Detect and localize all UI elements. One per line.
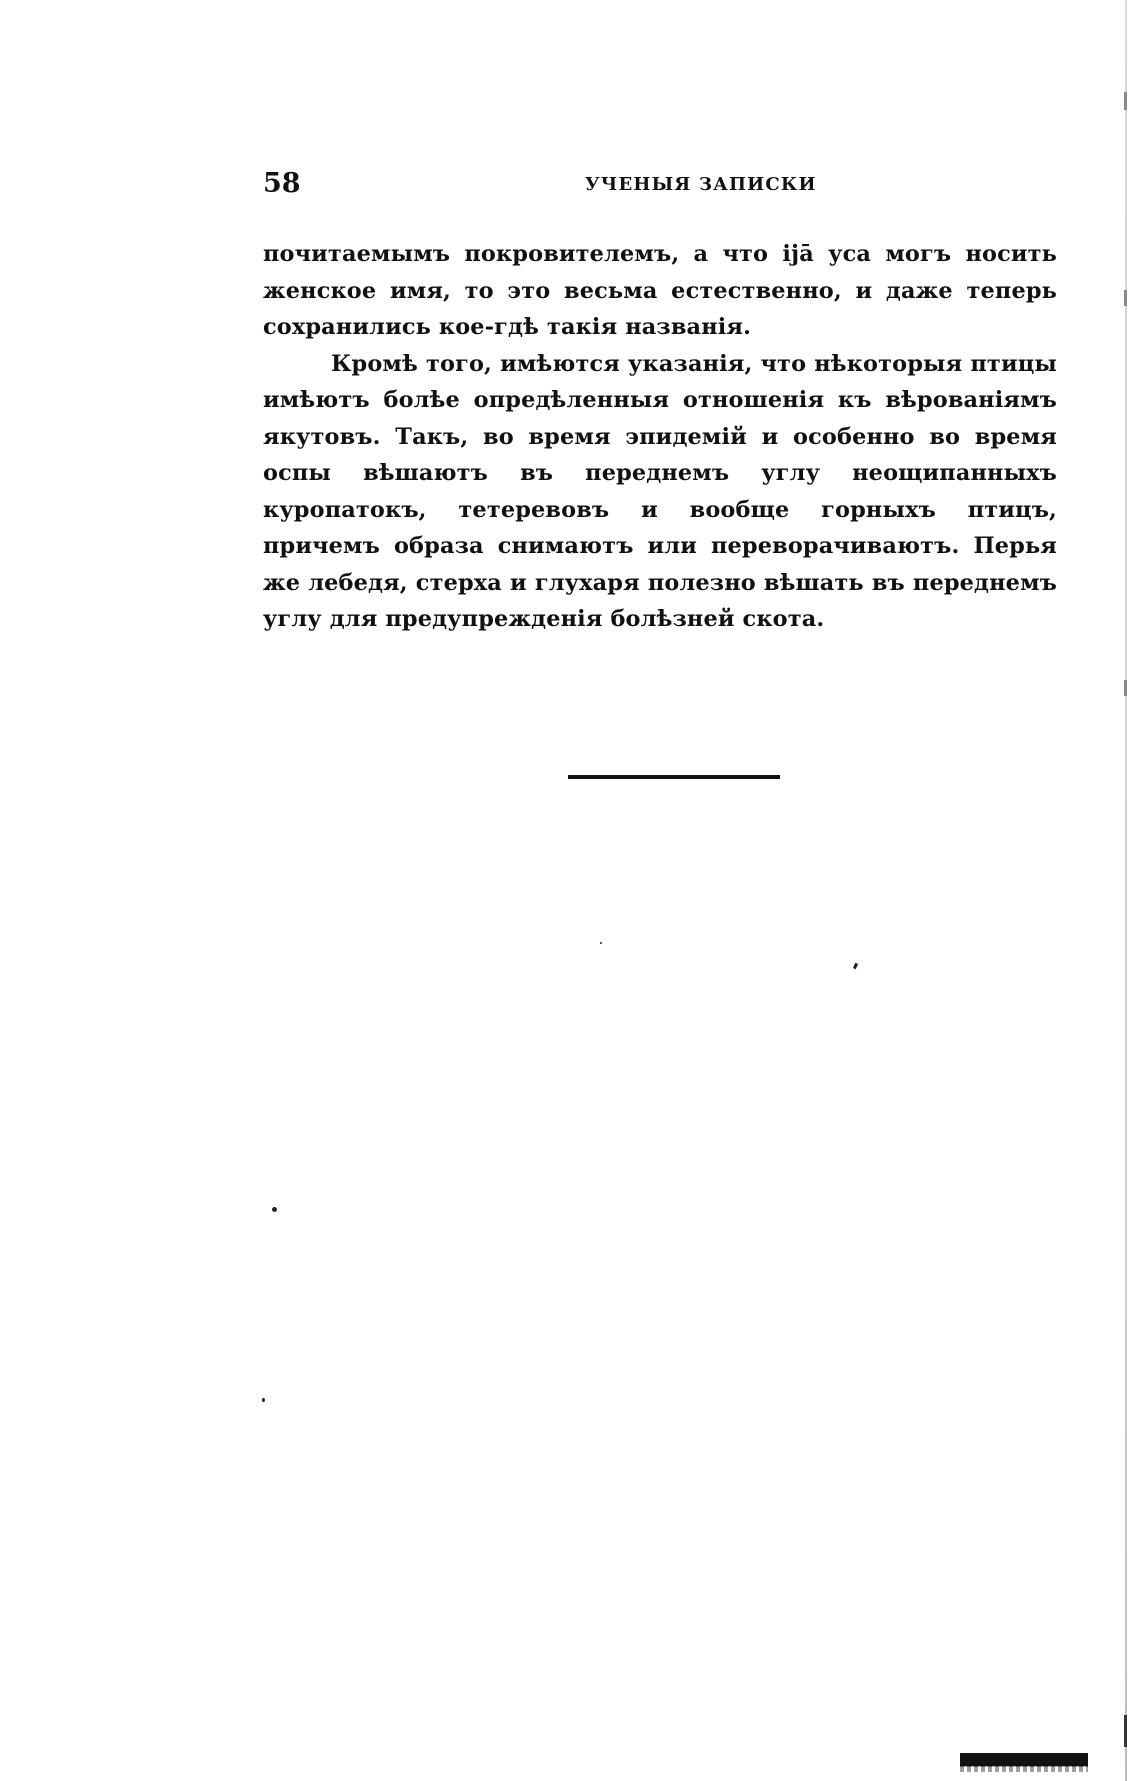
section-end-rule (568, 775, 780, 779)
scan-speck (272, 1207, 277, 1212)
scan-speck (853, 963, 858, 970)
edge-mark (1124, 680, 1127, 696)
scan-speck (600, 942, 602, 944)
paragraph: почитаемымъ покровителемъ, а что іјā уса могъ носить женское имя, то это весьма естественно, и даже теперь сохранились кое-гдѣ такія названія. (263, 241, 1057, 340)
paragraph: Кромѣ того, имѣются указанія, что нѣкоторыя птицы имѣютъ болѣе опредѣленныя отношенія къ вѣрованіямъ якутовъ. Такъ, во время эпидемій и особенно во время оспы вѣшаютъ въ переднемъ углу неощипанныхъ куропатокъ, тетеревовъ и вообще горныхъ птицъ, причемъ образа снимаютъ или переворачиваютъ. Перья же лебедя, стерха и глухаря полезно вѣшать въ переднемъ углу для предупрежденія болѣзней скота. (263, 350, 1057, 632)
edge-mark (1124, 1715, 1127, 1747)
scan-edge-strip-noise (960, 1766, 1088, 1772)
running-title: УЧЕНЫЯ ЗАПИСКИ (585, 174, 817, 195)
edge-mark (1124, 92, 1127, 110)
edge-mark (1124, 290, 1127, 306)
page-edge-shadow (1125, 0, 1127, 1781)
body-text (263, 236, 1057, 638)
scan-speck (262, 1398, 265, 1402)
page-header (263, 170, 1059, 206)
scan-edge-strip (960, 1753, 1088, 1767)
page-number: 58 (263, 168, 301, 199)
